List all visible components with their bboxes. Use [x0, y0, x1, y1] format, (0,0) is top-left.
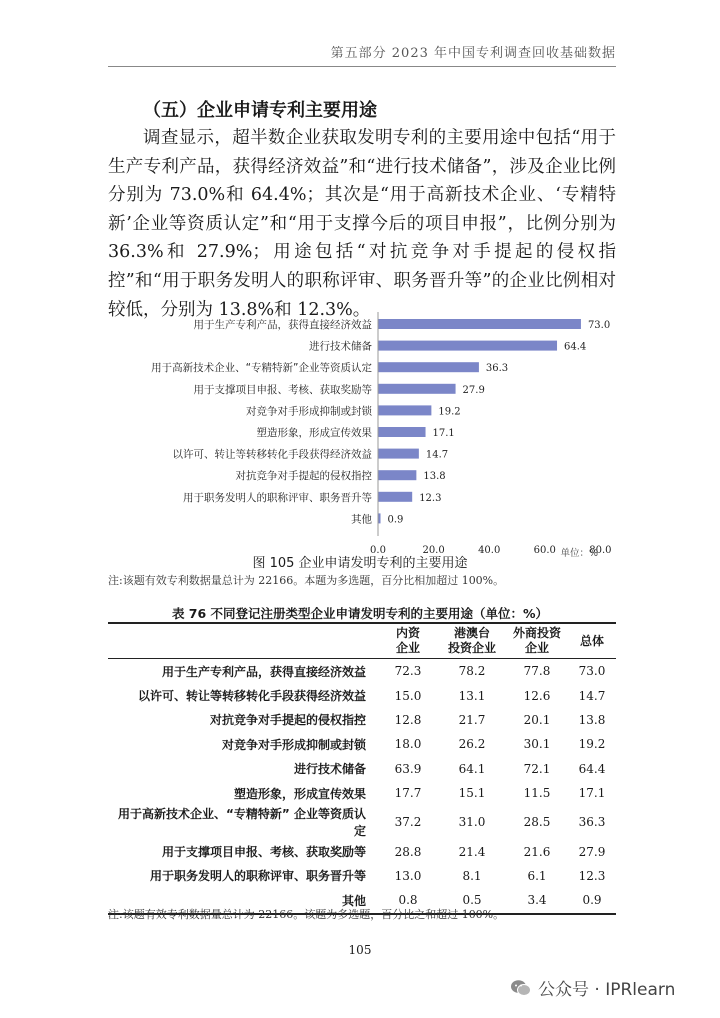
row-label: 用于职务发明人的职称评审、职务晋升等: [149, 869, 366, 884]
table-cell: 26.2: [458, 737, 486, 752]
row-label: 对抗竞争对手提起的侵权指控: [209, 713, 366, 728]
table-cell: 77.8: [523, 664, 551, 679]
data-label: 17.1: [432, 428, 455, 439]
wechat-icon: [510, 979, 532, 997]
bar-chart-svg: [108, 310, 628, 559]
table-cell: 64.1: [458, 761, 486, 776]
table-cell: 36.3: [578, 815, 606, 830]
data-label: 73.0: [587, 320, 611, 331]
data-label: 64.4: [564, 341, 587, 353]
table-cell: 0.8: [398, 893, 418, 908]
category-label: 对抗竞争对手提起的侵权指控: [235, 470, 372, 483]
x-tick-label: 80.0: [589, 545, 612, 556]
bar: [378, 405, 431, 415]
watermark: [510, 975, 675, 1000]
data-label: 13.8: [423, 471, 446, 483]
table-row: [108, 659, 616, 684]
bar-chart: [108, 310, 628, 559]
table-cell: 12.3: [578, 868, 606, 883]
table-row: [108, 683, 616, 707]
table-cell: 21.6: [523, 844, 551, 859]
table-body: [108, 659, 616, 914]
table-cell: 13.1: [458, 688, 486, 703]
category-label: 对竞争对手形成抑制或封锁: [246, 405, 372, 418]
table-cell: 27.9: [578, 844, 606, 859]
table-cell: 17.7: [394, 786, 422, 801]
table-row: [108, 864, 616, 888]
table-cell: 8.1: [462, 868, 482, 883]
figure-caption: 图 105 企业申请发明专利的主要用途: [252, 556, 468, 571]
body-paragraph-block: [108, 124, 616, 324]
table-cell: 21.4: [458, 844, 486, 859]
table-row: [108, 805, 616, 839]
row-label: 对竞争对手形成抑制或封锁: [221, 737, 366, 752]
category-label: 用于支撑项目申报、考核、获取奖励等: [193, 383, 372, 396]
bar: [378, 427, 426, 437]
category-label: 用于高新技术企业、“专精特新”企业等资质认定: [151, 362, 372, 375]
bar: [378, 384, 456, 394]
header-rule: [108, 66, 616, 67]
table-cell: 20.1: [523, 712, 551, 727]
table-cell: 78.2: [458, 664, 486, 679]
data-label: 36.3: [485, 363, 509, 375]
table-note: 注:该题有效专利数据量总计为 22166。该题为多选题，百分比之和超过 100%。: [108, 908, 505, 921]
data-label: 0.9: [387, 514, 404, 526]
table-cell: 17.1: [578, 786, 606, 801]
bar: [378, 341, 557, 351]
table-header-row: [108, 623, 616, 659]
bar: [378, 449, 419, 459]
table-cell: 19.2: [578, 737, 606, 752]
category-label: 以许可、转让等转移转化手段获得经济效益: [172, 448, 372, 461]
table-cell: 12.8: [394, 712, 422, 727]
table-header-cell: 总体: [579, 633, 604, 648]
table-title: 表 76 不同登记注册类型企业申请发明专利的主要用途（单位：%）: [171, 606, 549, 621]
table-row: [108, 708, 616, 732]
table-row: [108, 839, 616, 863]
watermark-text: 公众号 · IPRlearn: [538, 980, 676, 1000]
table-cell: 18.0: [394, 737, 422, 752]
table-row: [108, 781, 616, 805]
table-cell: 28.5: [523, 815, 551, 830]
table-cell: 15.0: [394, 688, 422, 703]
data-label: 19.2: [438, 406, 461, 418]
body-paragraph: 调查显示，超半数企业获取发明专利的主要用途中包括“用于生产专利产品，获得经济效益”和“进行技术储备”，涉及企业比例分别为 73.0%和 64.4%；其次是“用于高新技术企业、‘专精特新’企业等资质认定”和“用于支撑今后的项目申报”，比例分别为 36.3%和 27.9%；用途包括“对抗竞争对手提起的侵权指控”和“用于职务发明人的职称评审、职务晋升等”的企业比例相对较低，分别为 13.8%和 12.3%。: [108, 128, 616, 320]
data-label: 12.3: [419, 492, 442, 504]
row-label: 进行技术储备: [293, 762, 366, 777]
table-cell: 37.2: [394, 815, 422, 830]
row-label: 以许可、转让等转移转化手段获得经济效益: [137, 689, 366, 704]
category-label: 其他: [351, 513, 372, 526]
table-cell: 6.1: [527, 868, 547, 883]
table-header-cell: 港澳台 投资企业: [447, 626, 496, 655]
x-tick-label: 0.0: [370, 545, 386, 556]
table-cell: 73.0: [578, 664, 606, 679]
row-label: 用于支撑项目申报、考核、获取奖励等: [161, 845, 366, 860]
bar: [378, 492, 412, 502]
table-cell: 0.9: [582, 893, 602, 908]
row-label: 用于高新技术企业、“专精特新” 企业等资质认定: [118, 807, 366, 839]
row-label: 用于生产专利产品，获得直接经济效益: [161, 664, 366, 679]
table-cell: 11.5: [523, 786, 551, 801]
table-cell: 12.6: [523, 688, 551, 703]
table-cell: 13.0: [394, 868, 422, 883]
unit-label: 单位：%: [560, 548, 598, 559]
category-label: 用于职务发明人的职称评审、职务晋升等: [183, 491, 372, 504]
table-row: [108, 757, 616, 781]
x-tick-label: 20.0: [422, 545, 445, 556]
table-cell: 31.0: [458, 815, 486, 830]
category-label: 进行技术储备: [309, 340, 372, 353]
table-cell: 64.4: [578, 761, 606, 776]
table-cell: 13.8: [578, 712, 606, 727]
table-cell: 3.4: [527, 893, 547, 908]
x-tick-label: 60.0: [533, 545, 556, 556]
section-title: （五）企业申请专利主要用途: [143, 100, 377, 121]
x-tick-label: 40.0: [478, 545, 501, 556]
bar: [378, 362, 479, 372]
data-label: 27.9: [462, 384, 485, 396]
running-header: 第五部分 2023 年中国专利调查回收基础数据: [330, 46, 616, 61]
data-table: [108, 622, 616, 915]
table-cell: 15.1: [458, 786, 486, 801]
figure-note: 注:该题有效专利数据量总计为 22166。本题为多选题，百分比相加超过 100%。: [108, 574, 505, 587]
table-cell: 14.7: [578, 688, 606, 703]
table-header-cell: 内资 企业: [395, 626, 420, 655]
row-label: 其他: [341, 893, 366, 908]
table-cell: 0.5: [462, 893, 482, 908]
table-cell: 63.9: [394, 761, 422, 776]
table-cell: 21.7: [458, 712, 486, 727]
page-number: 105: [348, 943, 372, 957]
table-header-cell: 外商投资 企业: [512, 626, 561, 655]
category-label: 塑造形象，形成宣传效果: [256, 427, 372, 439]
bar: [378, 470, 416, 480]
category-label: 用于生产专利产品，获得直接经济效益: [193, 319, 372, 331]
row-label: 塑造形象，形成宣传效果: [233, 786, 366, 801]
table-cell: 30.1: [523, 737, 551, 752]
table-cell: 28.8: [394, 844, 422, 859]
bar: [378, 319, 581, 329]
table-cell: 72.1: [523, 761, 551, 776]
table-header-empty: [108, 623, 378, 659]
data-label: 14.7: [425, 449, 449, 461]
table-row: [108, 732, 616, 756]
table-cell: 72.3: [394, 664, 422, 679]
